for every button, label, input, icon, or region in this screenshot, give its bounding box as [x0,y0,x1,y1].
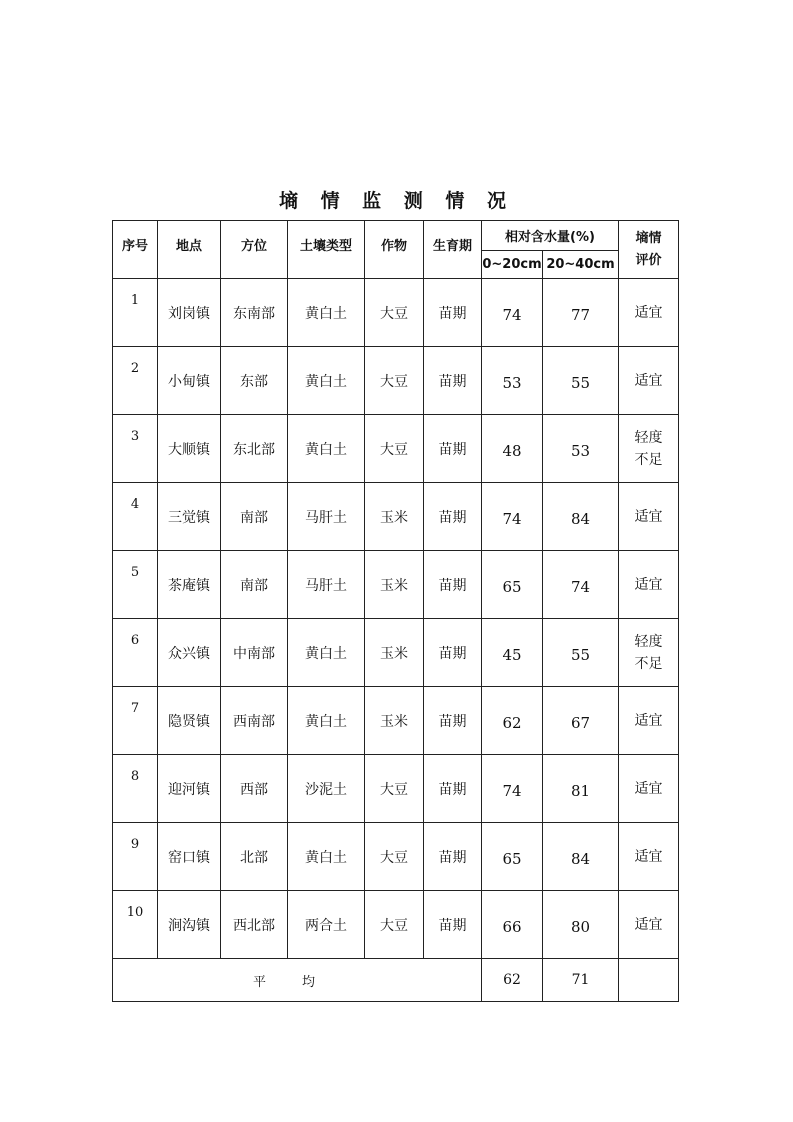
soil-moisture-table [112,220,679,1002]
header-location: 地点 [158,221,221,279]
row-moisture-20-40: 55 [543,619,619,687]
header-row [113,221,679,251]
header-moisture-group: 相对含水量(%) [482,221,619,251]
row-moisture-20-40: 74 [543,551,619,619]
row-crop: 玉米 [365,687,424,755]
row-moisture-0-20: 65 [482,823,543,891]
table-row [113,551,679,619]
row-moisture-0-20: 45 [482,619,543,687]
row-crop: 大豆 [365,415,424,483]
row-direction: 西部 [221,755,288,823]
row-evaluation-line: 适宜 [634,780,663,797]
row-evaluation-line: 适宜 [634,916,663,933]
row-index: 8 [113,755,158,823]
row-soil-type: 黄白土 [288,823,365,891]
row-moisture-0-20: 74 [482,755,543,823]
header-depth-0-20: 0~20cm [482,251,543,279]
row-growth-stage: 苗期 [424,415,482,483]
average-20-40: 71 [543,959,619,1002]
row-evaluation [619,483,679,551]
row-evaluation-line: 适宜 [634,576,663,593]
row-index: 5 [113,551,158,619]
row-moisture-20-40: 81 [543,755,619,823]
row-evaluation-line: 不足 [634,655,663,672]
row-evaluation [619,415,679,483]
row-crop: 大豆 [365,891,424,959]
row-growth-stage: 苗期 [424,891,482,959]
row-crop: 玉米 [365,483,424,551]
table-row [113,891,679,959]
header-growth-stage: 生育期 [424,221,482,279]
row-evaluation-line: 适宜 [634,304,663,321]
row-evaluation [619,347,679,415]
row-moisture-0-20: 66 [482,891,543,959]
row-direction: 东北部 [221,415,288,483]
row-location: 窑口镇 [158,823,221,891]
row-index: 4 [113,483,158,551]
row-evaluation-line: 适宜 [634,712,663,729]
row-crop: 大豆 [365,823,424,891]
row-moisture-20-40: 80 [543,891,619,959]
row-growth-stage: 苗期 [424,279,482,347]
row-soil-type: 沙泥土 [288,755,365,823]
table-row [113,687,679,755]
row-evaluation [619,551,679,619]
row-moisture-0-20: 62 [482,687,543,755]
average-row [113,959,679,1002]
row-direction: 东南部 [221,279,288,347]
row-soil-type: 黄白土 [288,687,365,755]
row-index: 9 [113,823,158,891]
row-direction: 南部 [221,551,288,619]
row-direction: 东部 [221,347,288,415]
row-evaluation-line: 适宜 [634,508,663,525]
row-location: 涧沟镇 [158,891,221,959]
header-evaluation [619,221,679,279]
row-location: 众兴镇 [158,619,221,687]
row-evaluation-line: 轻度 [634,429,663,446]
table-row [113,619,679,687]
row-index: 10 [113,891,158,959]
row-evaluation [619,687,679,755]
row-moisture-0-20: 53 [482,347,543,415]
row-evaluation [619,279,679,347]
row-soil-type: 黄白土 [288,347,365,415]
row-location: 隐贤镇 [158,687,221,755]
table-row [113,279,679,347]
row-location: 迎河镇 [158,755,221,823]
row-index: 6 [113,619,158,687]
row-index: 3 [113,415,158,483]
row-evaluation-line: 不足 [634,451,663,468]
header-eval-line2: 评价 [635,252,662,268]
header-eval-line1: 墒情 [635,230,662,246]
row-location: 大顺镇 [158,415,221,483]
row-evaluation-line: 适宜 [634,372,663,389]
row-crop: 玉米 [365,551,424,619]
row-index: 7 [113,687,158,755]
row-growth-stage: 苗期 [424,687,482,755]
row-crop: 玉米 [365,619,424,687]
row-moisture-20-40: 55 [543,347,619,415]
row-direction: 南部 [221,483,288,551]
table-row [113,347,679,415]
average-0-20: 62 [482,959,543,1002]
row-direction: 中南部 [221,619,288,687]
row-soil-type: 黄白土 [288,619,365,687]
table-row [113,483,679,551]
row-soil-type: 两合土 [288,891,365,959]
row-location: 刘岗镇 [158,279,221,347]
row-moisture-20-40: 77 [543,279,619,347]
row-growth-stage: 苗期 [424,755,482,823]
row-evaluation [619,891,679,959]
table-row [113,415,679,483]
header-crop: 作物 [365,221,424,279]
table-row [113,755,679,823]
row-soil-type: 黄白土 [288,415,365,483]
row-direction: 北部 [221,823,288,891]
row-moisture-0-20: 74 [482,279,543,347]
row-moisture-0-20: 65 [482,551,543,619]
page-title: 墒 情 监 测 情 况 [278,190,515,212]
row-moisture-0-20: 74 [482,483,543,551]
row-evaluation-line: 轻度 [634,633,663,650]
row-evaluation [619,755,679,823]
header-depth-20-40: 20~40cm [543,251,619,279]
row-evaluation [619,619,679,687]
row-soil-type: 马肝土 [288,551,365,619]
row-evaluation-line: 适宜 [634,848,663,865]
row-growth-stage: 苗期 [424,551,482,619]
header-index: 序号 [113,221,158,279]
row-growth-stage: 苗期 [424,823,482,891]
row-soil-type: 马肝土 [288,483,365,551]
row-moisture-0-20: 48 [482,415,543,483]
row-growth-stage: 苗期 [424,619,482,687]
header-direction: 方位 [221,221,288,279]
row-location: 茶庵镇 [158,551,221,619]
row-growth-stage: 苗期 [424,483,482,551]
average-label: 平均 [113,959,482,1002]
average-evaluation [619,959,679,1002]
header-soil-type: 土壤类型 [288,221,365,279]
row-moisture-20-40: 53 [543,415,619,483]
row-soil-type: 黄白土 [288,279,365,347]
row-index: 1 [113,279,158,347]
row-crop: 大豆 [365,755,424,823]
row-crop: 大豆 [365,279,424,347]
table-row [113,823,679,891]
row-growth-stage: 苗期 [424,347,482,415]
row-moisture-20-40: 84 [543,483,619,551]
row-evaluation [619,823,679,891]
row-direction: 西北部 [221,891,288,959]
row-moisture-20-40: 84 [543,823,619,891]
row-crop: 大豆 [365,347,424,415]
row-index: 2 [113,347,158,415]
row-location: 三觉镇 [158,483,221,551]
row-location: 小甸镇 [158,347,221,415]
row-direction: 西南部 [221,687,288,755]
row-moisture-20-40: 67 [543,687,619,755]
